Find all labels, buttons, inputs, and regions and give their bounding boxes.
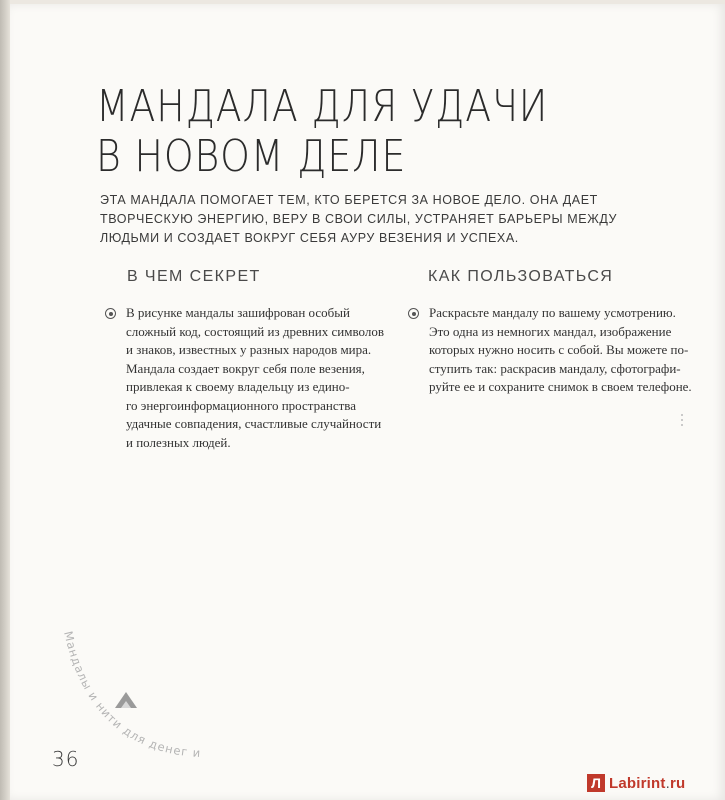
secret-heading: В ЧЕМ СЕКРЕТ	[127, 268, 261, 285]
usage-heading: КАК ПОЛЬЗОВАТЬСЯ	[428, 268, 614, 285]
intro-paragraph: ЭТА МАНДАЛА ПОМОГАЕТ ТЕМ, КТО БЕРЕТСЯ ЗА НОВОЕ ДЕЛО. ОНА ДАЕТ ТВОРЧЕСКУЮ ЭНЕРГИЮ, ВЕРУ В СВОИ СИЛЫ, УСТРАНЯЕТ БАРЬЕРЫ МЕЖДУ ЛЮДЬМИ И СОЗДАЕТ ВОКРУГ СЕБЯ АУРУ ВЕЗЕНИЯ И УСПЕХА.	[100, 193, 618, 245]
margin-marks	[677, 414, 689, 428]
labirint-logo-icon: Л	[587, 774, 605, 792]
svg-text:Мандалы и нити для денег и кар	[45, 621, 202, 760]
labirint-logo-text	[609, 775, 685, 792]
target-bullet-icon	[408, 308, 419, 319]
logo-tld: ru	[669, 774, 686, 792]
logo-dot: .	[665, 774, 670, 792]
target-bullet-icon	[105, 308, 116, 319]
title-line-1: МАНДАЛА ДЛЯ УДАЧИ	[96, 81, 549, 132]
book-spine-shadow	[0, 0, 10, 800]
logo-site: Labirint	[609, 774, 666, 792]
page-number: 36	[52, 747, 80, 771]
running-title-text: Мандалы и нити для денег и карьеры	[44, 621, 202, 761]
title-line-2: В НОВОМ ДЕЛЕ	[96, 131, 407, 182]
secret-item	[105, 304, 405, 452]
page-title	[96, 82, 578, 182]
secret-text: В рисунке мандалы зашифрован особый сложный код, состоящий из древних символов и знаков, известных у разных народов мира. Мандала создает вокруг себя поле везения, привлекая к своему владельцу из едино- го энергоинформационного пространства удачные совпадения, счастливые случайности и полезных людей.	[126, 305, 384, 450]
usage-item	[408, 304, 708, 397]
book-page	[10, 4, 725, 800]
usage-text: Раскрасьте мандалу по вашему усмотрению. Это одна из немногих мандал, изображение которых нужно носить с собой. Вы можете по- ступить так: раскрасив мандалу, сфотографи- руйте ее и сохраните снимок в своем телефоне.	[429, 305, 692, 394]
labirint-watermark	[587, 774, 685, 792]
triangle-inner	[121, 701, 131, 708]
